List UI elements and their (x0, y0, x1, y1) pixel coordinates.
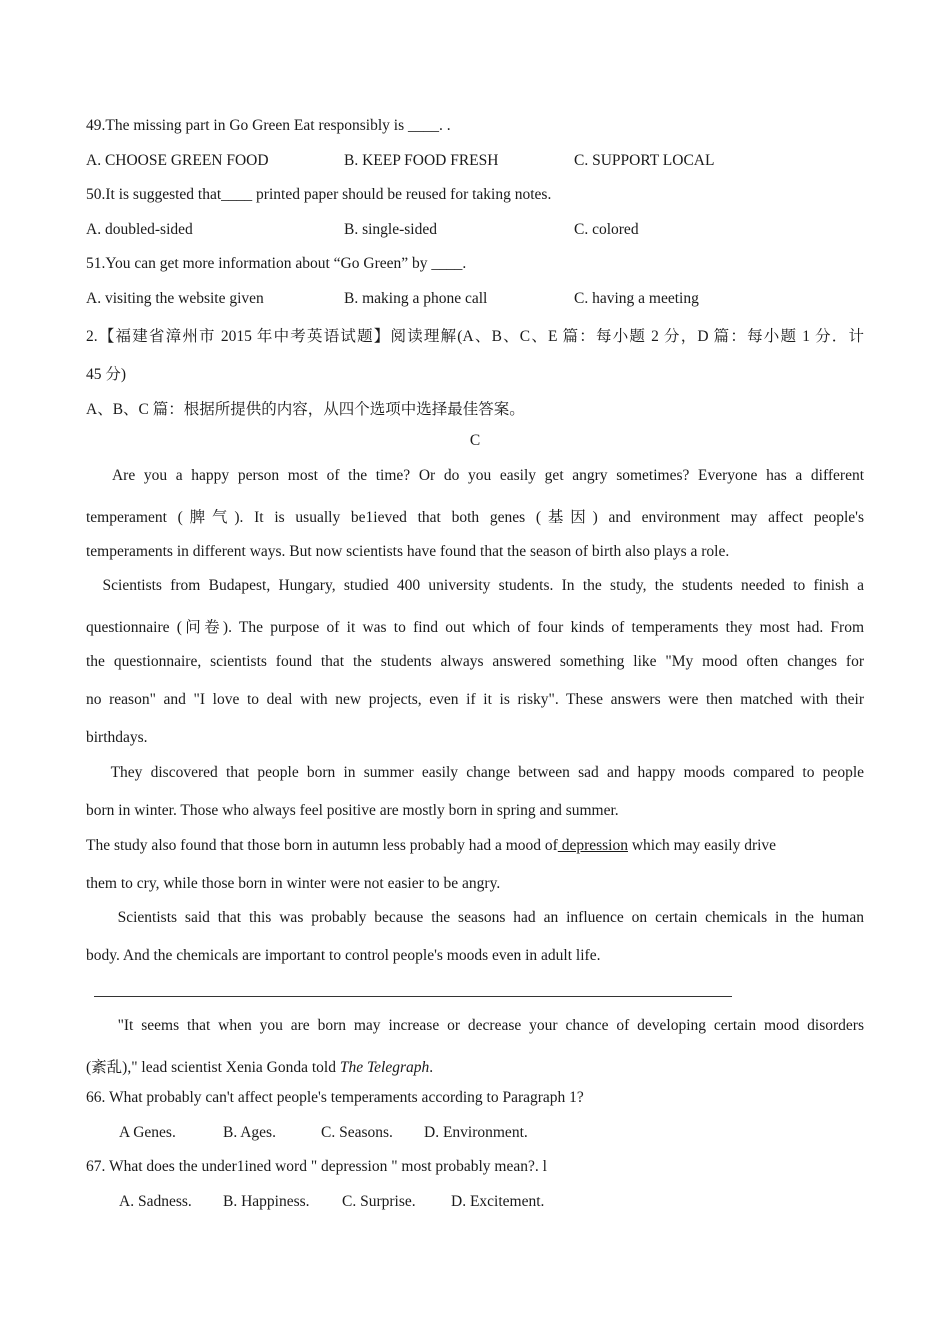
q66-stem: 66. What probably can't affect people's temperaments according to Paragraph 1? (86, 1089, 584, 1106)
passage-p6-line1: "It seems that when you are born may increase or decrease your chance of developing certain mood disorders (86, 1017, 864, 1034)
passage-p1-line3: temperaments in different ways. But now scientists have found that the season of birth also plays a role. (86, 543, 730, 560)
q49-stem: 49.The missing part in Go Green Eat responsibly is ____. . (86, 117, 451, 134)
passage-p3-line1: They discovered that people born in summer easily change between sad and happy moods compared to people (86, 764, 864, 781)
passage-p4-line1-pre: The study also found that those born in autumn less probably had a mood of (86, 837, 558, 854)
section-header-line1: 2.【福建省漳州市 2015 年中考英语试题】阅读理解(A、B、C、E 篇：每小题 2 分，D 篇：每小题 1 分．计 (86, 328, 864, 345)
passage-p6-line2-post: . (429, 1059, 434, 1076)
passage-p6-line2 (86, 1055, 864, 1077)
passage-p4-line1 (86, 837, 864, 855)
q51-option-a: A. visiting the website given (86, 290, 264, 307)
passage-p2-line4: no reason" and "I love to deal with new projects, even if it is risky". These answers were then matched with their (86, 691, 864, 708)
q67-option-c: C. Surprise. (342, 1193, 416, 1210)
passage-p2-line2: questionnaire (问卷). The purpose of it was to find out which of four kinds of temperaments they most had. From (86, 619, 864, 636)
passage-p2-line5: birthdays. (86, 729, 148, 746)
section-header-line2: 45 分) (86, 366, 127, 383)
passage-p5-line2: body. And the chemicals are important to control people's moods even in adult life. (86, 947, 601, 964)
q51-stem: 51.You can get more information about “Go Green” by ____. (86, 255, 467, 272)
q49-option-a: A. CHOOSE GREEN FOOD (86, 152, 269, 169)
q50-option-a: A. doubled-sided (86, 221, 193, 238)
q49-option-c: C. SUPPORT LOCAL (574, 152, 715, 169)
passage-p4-line2: them to cry, while those born in winter were not easier to be angry. (86, 875, 501, 892)
q51-option-c: C. having a meeting (574, 290, 699, 307)
q67-option-b: B. Happiness. (223, 1193, 310, 1210)
q66-option-a: A Genes. (119, 1124, 176, 1141)
passage-p1-line1: Are you a happy person most of the time? Or do you easily get angry sometimes? Everyone has a different (86, 467, 865, 484)
q66-option-c: C. Seasons. (321, 1124, 393, 1141)
passage-p2-line3: the questionnaire, scientists found that the students always answered something like "My mood often changes for (86, 653, 864, 670)
blank-line-divider (94, 996, 732, 997)
q50-option-b: B. single-sided (344, 221, 437, 238)
passage-p6-line2-pre: (紊乱)," lead scientist Xenia Gonda told (86, 1059, 340, 1076)
passage-p5-line1: Scientists said that this was probably because the seasons had an influence on certain chemicals in the human (86, 909, 864, 926)
passage-p4-line1-post: which may easily drive (627, 837, 777, 854)
q49-option-b: B. KEEP FOOD FRESH (344, 152, 499, 169)
passage-p3-line2: born in winter. Those who always feel positive are mostly born in spring and summer. (86, 802, 619, 819)
section-instruction: A、B、C 篇：根据所提供的内容，从四个选项中选择最佳答案。 (86, 401, 525, 418)
q50-stem: 50.It is suggested that____ printed paper should be reused for taking notes. (86, 186, 552, 203)
underlined-word-depression: depression (557, 837, 628, 854)
q50-option-c: C. colored (574, 221, 639, 238)
passage-title: C (469, 432, 481, 449)
passage-p1-line2: temperament (脾气). It is usually be1ieved that both genes (基因) and environment may affect people's (86, 509, 864, 526)
q51-option-b: B. making a phone call (344, 290, 488, 307)
newspaper-title: The Telegraph (339, 1059, 430, 1076)
q67-option-a: A. Sadness. (119, 1193, 192, 1210)
q66-option-d: D. Environment. (424, 1124, 528, 1141)
q66-option-b: B. Ages. (223, 1124, 276, 1141)
q67-option-d: D. Excitement. (451, 1193, 545, 1210)
passage-p2-line1: Scientists from Budapest, Hungary, studied 400 university students. In the study, the students needed to finish a (86, 577, 864, 594)
q67-stem: 67. What does the under1ined word " depression " most probably mean?. l (86, 1158, 547, 1175)
